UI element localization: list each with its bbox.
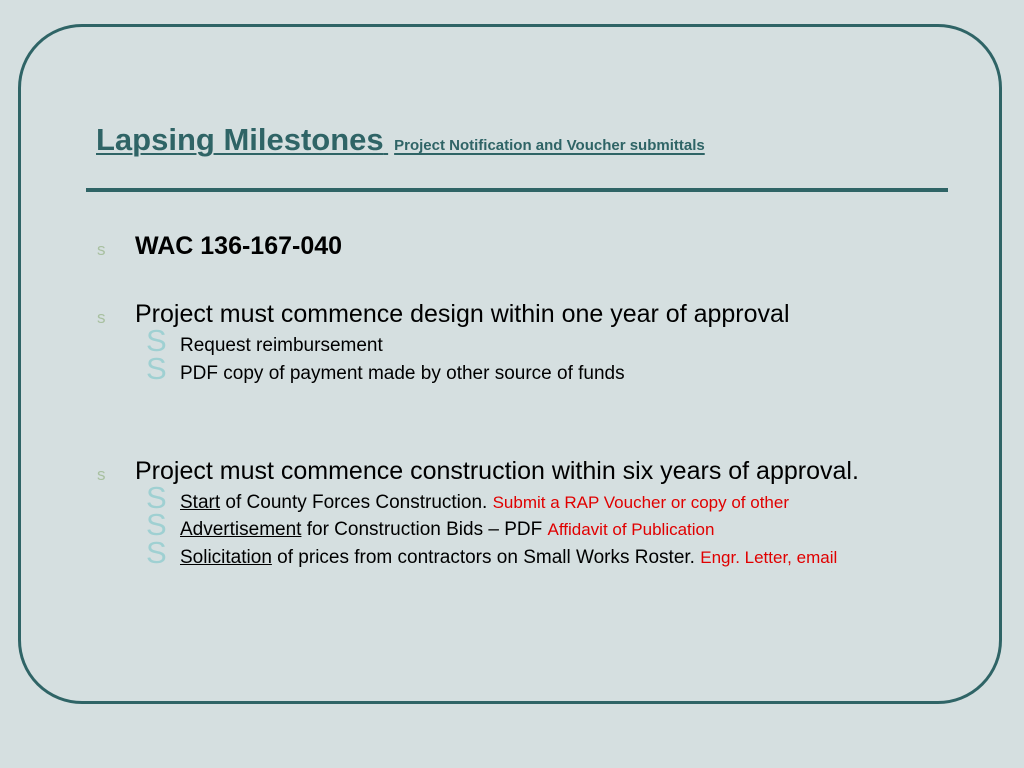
sub-bullet-marker: S [146, 480, 167, 515]
title-divider [86, 188, 948, 192]
bullet-text: Project must commence construction within six years of approval. [135, 457, 859, 485]
title-subtitle: Project Notification and Voucher submittals [394, 137, 705, 154]
sub-bullet-marker: S [146, 323, 167, 358]
sub-bullet-request [146, 323, 383, 358]
slide-title [96, 122, 705, 158]
bullet-construction [97, 457, 859, 486]
bullet-marker: s [97, 240, 106, 259]
sub-bullet-marker: S [146, 507, 167, 542]
bullet-text: Project must commence design within one year of approval [135, 300, 790, 328]
sub-bullet-solicitation [146, 535, 838, 570]
advertisement-term: Advertisement [180, 519, 302, 540]
bullet-marker: s [97, 308, 106, 327]
sub-bullet-advertisement [146, 507, 715, 542]
solicitation-text: of prices from contractors on Small Works Roster. [271, 547, 701, 568]
sub-bullet-text: PDF copy of payment made by other source of funds [180, 363, 625, 384]
bullet-marker: s [97, 465, 106, 484]
advertisement-text: for Construction Bids – PDF [301, 519, 548, 540]
start-text: of County Forces Construction. [220, 492, 488, 513]
sub-bullet-text: Request reimbursement [180, 335, 383, 356]
solicitation-note: Engr. Letter, email [700, 548, 838, 567]
start-term: Start [180, 492, 221, 513]
title-main: Lapsing Milestones [96, 122, 384, 157]
start-note: Submit a RAP Voucher or copy of other [492, 493, 789, 512]
sub-bullet-start [146, 480, 789, 515]
solicitation-term: Solicitation [180, 547, 272, 568]
sub-bullet-marker: S [146, 351, 167, 386]
advertisement-note: Affidavit of Publication [547, 520, 715, 539]
bullet-text: WAC 136-167-040 [135, 232, 343, 260]
bullet-wac [97, 232, 343, 261]
sub-bullet-pdf-copy [146, 351, 625, 386]
sub-bullet-marker: S [146, 535, 167, 570]
bullet-design [97, 300, 790, 329]
